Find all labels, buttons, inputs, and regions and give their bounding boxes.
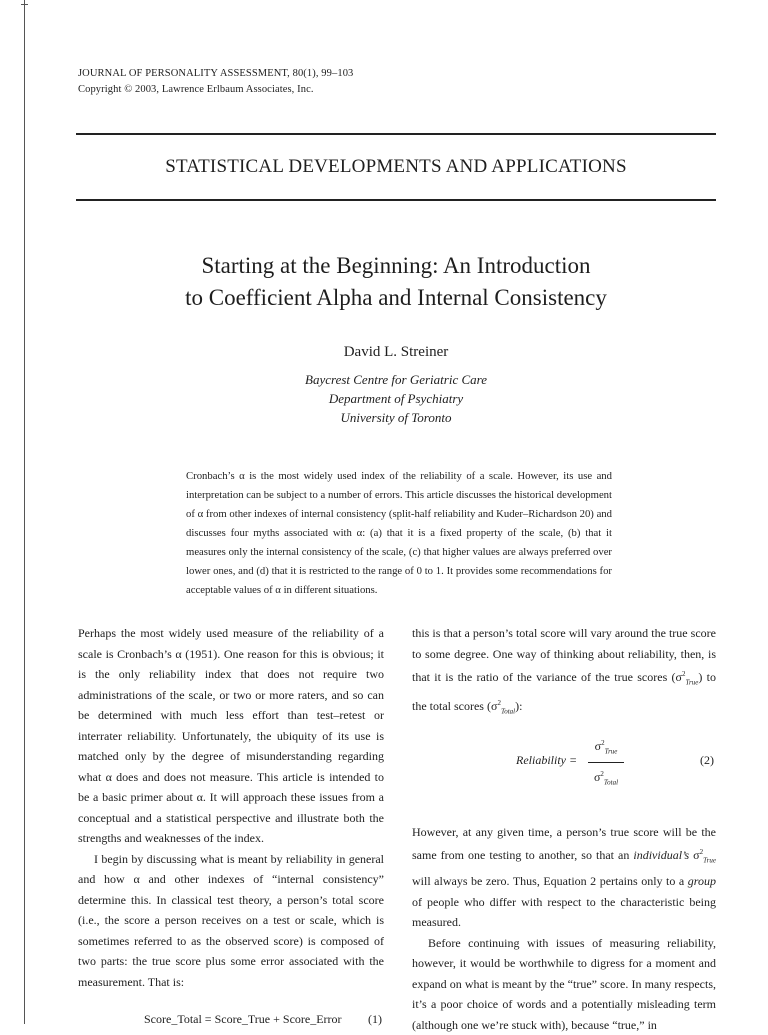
equation-2-number: (2) [700,752,714,767]
journal-masthead [78,66,353,98]
body-paragraph: Before continuing with issues of measuring reliability, however, it would be worthwhile to digress for a moment and expand on what is meant by the “true” score. In many respects, it’s a poor choice of words and a potentially misleading term (although one we’re stuck with), because “true,” in [412,935,716,1032]
equation-1-number: (1) [368,1012,382,1026]
body-paragraph: this is that a person’s total score will vary around the true score to some degree. One way of thinking about reliability, then, is that it is the ratio of the variance of the true scores $(\sigma^2_{True})$ to the total scores $(\sigma^2_{Total})$: [412,626,716,716]
body-paragraph: Perhaps the most widely used measure of the reliability of a scale is Cronbach’s α (1951). One reason for this is obvious; it is the only reliability index that does not require two administrations of the scale, or two or more raters, and so can be determined with much less effort than test–retest or interrater reliability. Unfortunately, the ubiquity of its use is matched only by the degree of misunderstanding regarding what α does and does not measure. This article is intended to be a basic primer about α. It will approach these issues from a conceptual and a statistical perspective and illustrate both the strengths and weaknesses of the index. [78,626,384,845]
body-paragraph: However, at any given time, a person’s true score will be the same from one testing to another, so that an individual’s $\sigma^2_{True}$ will always be zero. Thus, Equation 2 pertains only to a group of people who differ with respect to the characteristic being measured. [412,824,716,930]
abstract-text: Cronbach’s α is the most widely used index of the reliability of a scale. However, its use and interpretation can be subject to a number of errors. This article discusses the historical development of α from other indexes of internal consistency (split-half reliability and Kuder–Richardson 20) and discusses four myths associated with α: (a) that it is a fixed property of the scale, (b) that it measures only the internal consistency of the scale, (c) that higher values are always preferred over lower ones, and (d) that it is restricted to the range of 0 to 1. It provides some recommendations for acceptable values of α in different situations. [186,470,612,596]
author-name: David L. Streiner [343,344,449,360]
section-rule-bottom [76,199,716,201]
body-paragraph: I begin by discussing what is meant by reliability in general and how α and other indexes of “internal consistency” determine this. In classical test theory, a person’s total score (i.e., the score a person receives on a test or scale, which is sometimes referred to as the observed score) is composed of two parts: the true score plus some error associated with the measurement. That is: [78,851,384,989]
article-title [76,250,716,314]
equation-2-denominator: $\sigma^2_{Total}$ [593,770,619,787]
body-column-left [78,623,384,992]
page-binding-tick [21,4,28,5]
page-binding-line [24,0,25,1024]
equation-2-numerator: $\sigma^2_{True}$ [594,738,618,756]
copyright-line: Copyright © 2003, Lawrence Erlbaum Associates, Inc. [78,84,314,95]
journal-citation: JOURNAL OF PERSONALITY ASSESSMENT, 80(1), 99–103 [78,68,354,79]
article-title-line-1: Starting at the Beginning: An Introduction [201,253,591,278]
body-column-right [412,623,716,1035]
fraction-bar [588,762,624,763]
abstract [186,467,612,600]
author-affiliation [76,370,716,427]
affiliation-line-1: Baycrest Centre for Geriatric Care [305,372,487,387]
affiliation-line-2: Department of Psychiatry [328,391,464,406]
equation-1-expression: Score_Total = Score_True + Score_Error [144,1012,342,1026]
equation-2-lhs: Reliability = [516,752,578,767]
article-title-line-2: to Coefficient Alpha and Internal Consistency [185,285,607,310]
section-heading: STATISTICAL DEVELOPMENTS AND APPLICATIONS [165,156,627,177]
section-rule-top [76,133,716,135]
equation-2 [412,722,716,822]
affiliation-line-3: University of Toronto [340,410,452,425]
equation-2-fraction [588,734,624,792]
